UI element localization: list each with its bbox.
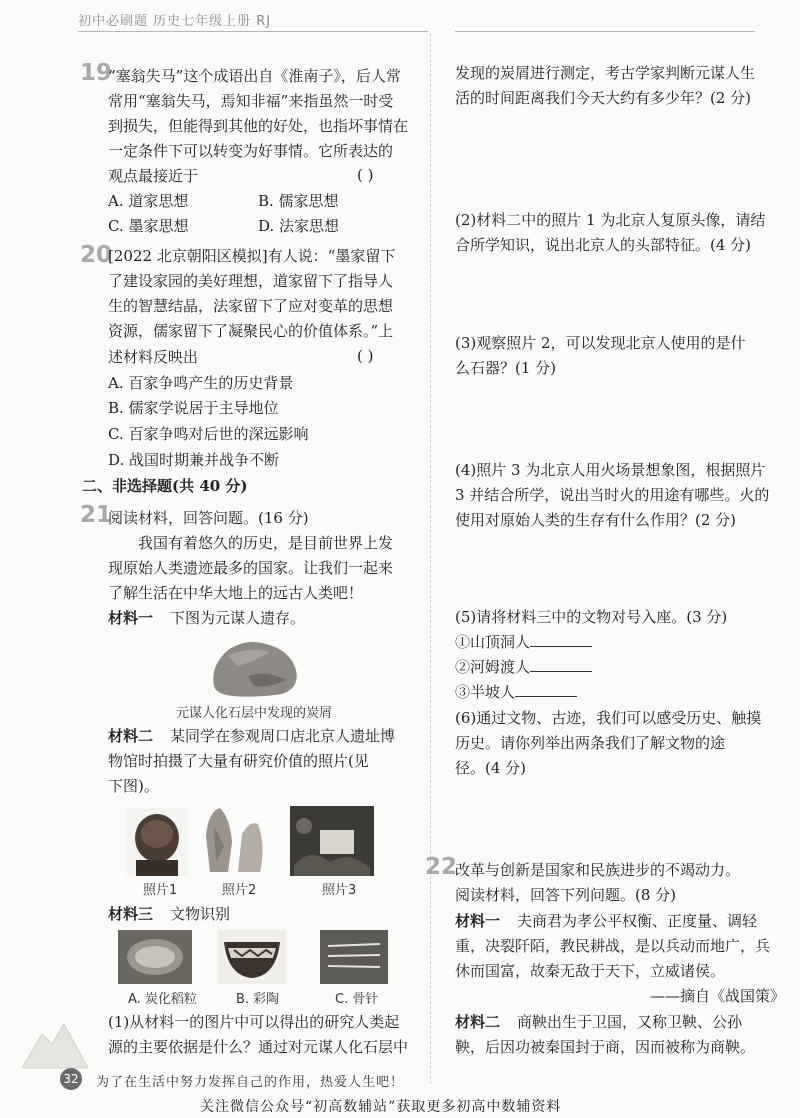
answer-blank[interactable] xyxy=(515,682,577,697)
material-text: 物馆时拍摄了大量有研究价值的照片(见 xyxy=(108,752,369,770)
q20-line: 生的智慧结晶，法家留下了应对变革的思想 xyxy=(108,297,394,315)
stone-tool-photo xyxy=(198,806,270,876)
sub-question-3: 么石器？(1 分) xyxy=(455,359,557,377)
answer-blank[interactable] xyxy=(530,632,592,647)
material-label: 材料二 xyxy=(108,727,154,745)
sub-question-4: (4)照片 3 为北京人用火场景想象图，根据照片 xyxy=(455,461,766,479)
section-heading: 二、非选择题(共 40 分) xyxy=(82,477,248,495)
artefact-caption: A. 炭化稻粒 xyxy=(128,992,197,1007)
material-label: 材料二 xyxy=(455,1013,501,1031)
q21-para: 我国有着悠久的历史，是目前世界上发 xyxy=(138,534,394,552)
material-text: 下图)。 xyxy=(108,777,159,795)
q20-line: 述材料反映出 xyxy=(108,348,199,366)
material-text: 鞅，后因功被秦国封于商，因而被称为商鞅。 xyxy=(455,1038,756,1056)
question-number-19: 19 xyxy=(80,60,113,86)
question-number-20: 20 xyxy=(80,242,113,268)
material-text: 休而国富，故秦无敌于天下，立威诸侯。 xyxy=(455,962,726,980)
material-label: 材料一 xyxy=(455,912,501,930)
material-text: 文物识别 xyxy=(170,905,231,923)
material-text: 商鞅出生于卫国，又称卫鞅、公孙 xyxy=(517,1013,743,1031)
sub-question-5: (5)请将材料三中的文物对号入座。(3 分) xyxy=(455,608,728,626)
question-number-22: 22 xyxy=(425,854,458,880)
peking-man-head-photo xyxy=(126,808,188,876)
sub-question-1: 源的主要依据是什么？通过对元谋人化石层中 xyxy=(108,1038,409,1056)
column-divider xyxy=(430,34,431,1084)
decorative-mountain-icon xyxy=(20,1010,90,1070)
q19-line: 常用“塞翁失马，焉知非福”来指虽然一时受 xyxy=(108,92,394,110)
sub-question-6: 历史。请你列举出两条我们了解文物的途 xyxy=(455,734,726,752)
q19-line: 到损失，但能得到其他的好处，也指坏事情在 xyxy=(108,117,409,135)
answer-paren: ( ) xyxy=(357,166,374,184)
option-a: A. 道家思想 xyxy=(108,192,189,210)
q20-line: [2022 北京朝阳区模拟]有人说：“墨家留下 xyxy=(108,247,396,265)
bone-needle-image xyxy=(320,930,388,984)
q22-line: 改革与创新是国家和民族进步的不竭动力。 xyxy=(455,861,741,879)
match-item xyxy=(455,657,592,677)
artefact-caption: C. 骨针 xyxy=(335,992,379,1007)
match-label: ①山顶洞人 xyxy=(455,633,531,651)
running-header: 初中必刷题 历史七年级上册 RJ xyxy=(78,14,272,29)
option-a: A. 百家争鸣产生的历史背景 xyxy=(108,374,294,392)
material-label: 材料三 xyxy=(108,905,154,923)
answer-blank[interactable] xyxy=(530,657,592,672)
carbonized-rice-image xyxy=(118,930,192,984)
q20-line: 了建设家园的美好理想，道家留下了指导人 xyxy=(108,272,394,290)
painted-pottery-image xyxy=(218,930,286,984)
material-label: 材料一 xyxy=(108,609,154,627)
sub-question-2: (2)材料二中的照片 1 为北京人复原头像，请结 xyxy=(455,211,766,229)
q20-line: 资源，儒家留下了凝聚民心的价值体系。”上 xyxy=(108,322,394,340)
option-c: C. 百家争鸣对后世的深远影响 xyxy=(108,425,309,443)
match-item xyxy=(455,632,592,652)
artefact-caption: B. 彩陶 xyxy=(236,992,280,1007)
page-number: 32 xyxy=(60,1068,82,1090)
q19-line: “塞翁失马”这个成语出自《淮南子》，后人常 xyxy=(108,67,401,85)
q19-line: 观点最接近于 xyxy=(108,167,199,185)
q22-line: 阅读材料，回答下列问题。(8 分) xyxy=(455,886,677,904)
q21-intro: 阅读材料，回答问题。(16 分) xyxy=(108,509,309,527)
sub-question-1-cont: 发现的炭屑进行测定，考古学家判断元谋人生 xyxy=(455,64,756,82)
match-label: ③半坡人 xyxy=(455,683,516,701)
header-divider xyxy=(78,31,428,32)
sub-question-3: (3)观察照片 2，可以发现北京人使用的是什 xyxy=(455,334,746,352)
sub-question-1-cont: 活的时间距离我们今天大约有多少年？(2 分) xyxy=(455,89,752,107)
answer-paren: ( ) xyxy=(357,347,374,365)
sub-question-1: (1)从材料一的图片中可以得出的研究人类起 xyxy=(108,1013,400,1031)
option-d: D. 战国时期兼并战争不断 xyxy=(108,451,280,469)
option-d: D. 法家思想 xyxy=(258,217,340,235)
material-text: 某同学在参观周口店北京人遗址博 xyxy=(170,727,396,745)
match-label: ②河姆渡人 xyxy=(455,658,531,676)
photo-caption: 照片3 xyxy=(322,883,357,898)
fire-scene-photo xyxy=(290,806,374,876)
header-divider-right xyxy=(455,31,755,32)
sub-question-4: 3 并结合所学，说出当时火的用途有哪些。火的 xyxy=(455,486,770,504)
charcoal-fossil-image xyxy=(208,636,300,698)
photo-caption: 照片2 xyxy=(222,883,257,898)
q19-line: 一定条件下可以转变为好事情。它所表达的 xyxy=(108,142,394,160)
sub-question-4: 使用对原始人类的生存有什么作用？(2 分) xyxy=(455,511,737,529)
match-item xyxy=(455,682,577,702)
material-text: 夫商君为孝公平权衡、正度量、调轻 xyxy=(517,912,758,930)
option-b: B. 儒家学说居于主导地位 xyxy=(108,399,279,417)
option-b: B. 儒家思想 xyxy=(258,192,339,210)
question-number-21: 21 xyxy=(80,502,113,528)
q21-para: 现原始人类遗迹最多的国家。让我们一起来 xyxy=(108,559,394,577)
footer-notice: 关注微信公众号“初高数辅站”获取更多初高中数辅资料 xyxy=(200,1099,562,1115)
sub-question-6: (6)通过文物、古迹，我们可以感受历史、触摸 xyxy=(455,709,762,727)
material-text: 重，决裂阡陌，教民耕战，是以兵动而地广，兵 xyxy=(455,937,771,955)
sub-question-6: 径。(4 分) xyxy=(455,759,527,777)
q21-para: 了解生活在中华大地上的远古人类吧！ xyxy=(108,584,364,602)
sub-question-2: 合所学知识，说出北京人的头部特征。(4 分) xyxy=(455,236,752,254)
footer-motto: 为了在生活中努力发挥自己的作用，热爱人生吧！ xyxy=(96,1075,405,1090)
material-text: 下图为元谋人遗存。 xyxy=(170,609,306,627)
source-citation: ——摘自《战国策》 xyxy=(650,987,786,1005)
photo-caption: 照片1 xyxy=(143,883,178,898)
image-caption: 元谋人化石层中发现的炭屑 xyxy=(176,706,333,721)
option-c: C. 墨家思想 xyxy=(108,217,189,235)
